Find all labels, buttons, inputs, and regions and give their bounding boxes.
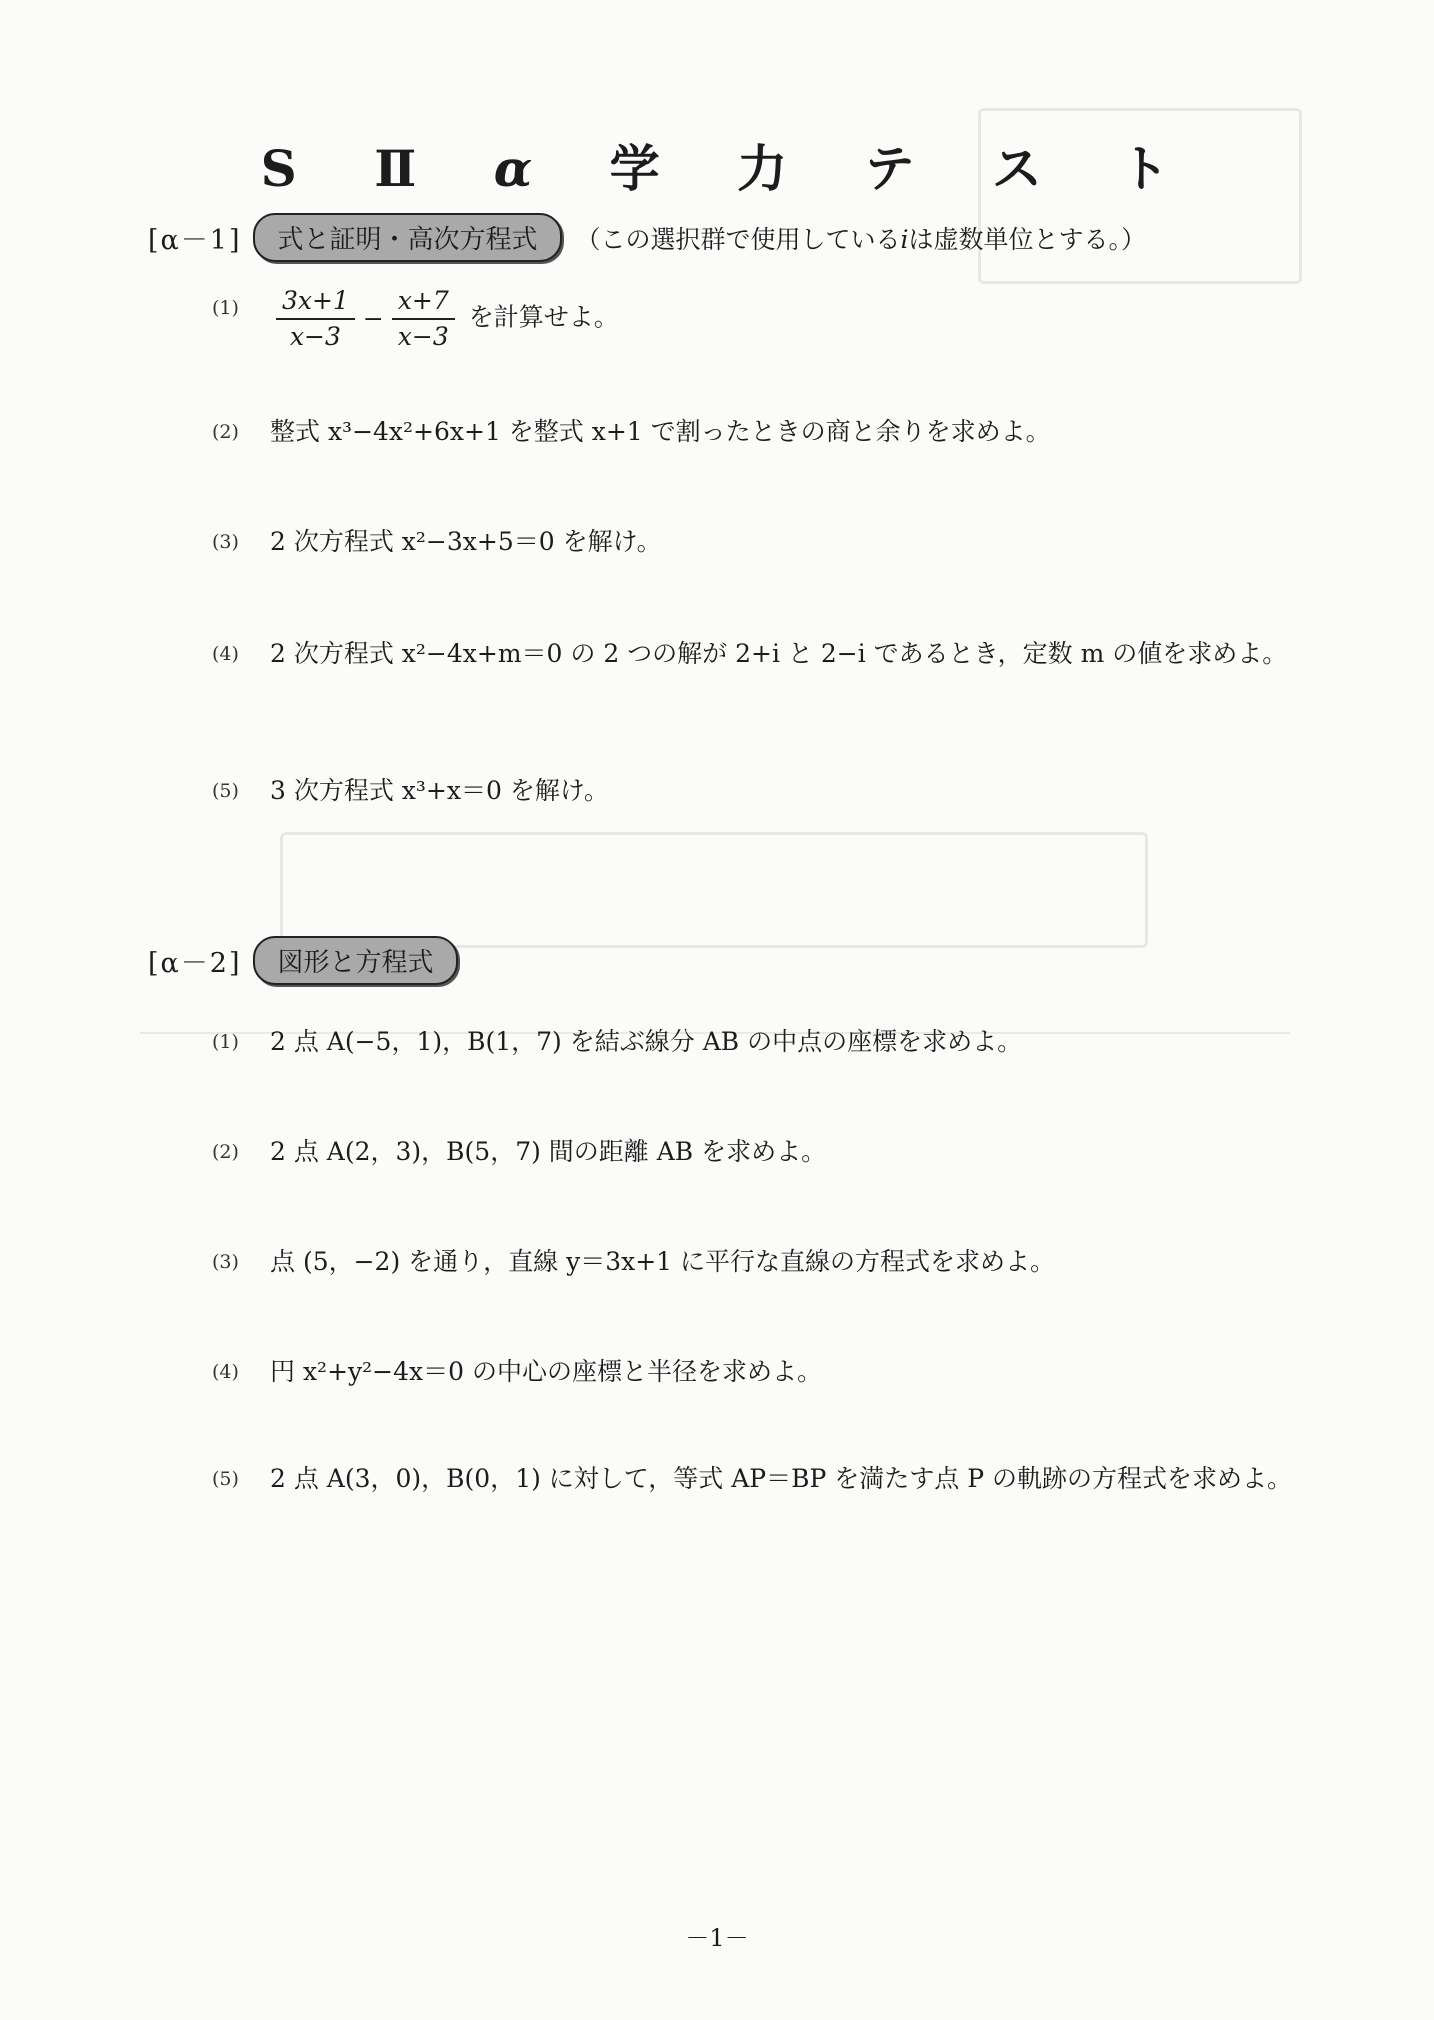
problem-number: (1) — [212, 297, 239, 319]
problem-1-2 — [212, 408, 1360, 456]
problem-text: 整式 x³−4x²+6x+1 を整式 x+1 で割ったときの商と余りを求めよ。 — [270, 417, 1051, 446]
fraction-denominator: x−3 — [289, 322, 341, 351]
note-before: （この選択群で使用している — [575, 224, 901, 254]
problem-2-2 — [212, 1128, 1360, 1176]
section-1-header — [148, 213, 1146, 262]
section-1-note — [576, 220, 1147, 256]
problem-1-1 — [212, 284, 1360, 354]
problem-text: 点 (5，−2) を通り，直線 y＝3x+1 に平行な直線の方程式を求めよ。 — [270, 1247, 1056, 1276]
test-title — [0, 129, 1434, 201]
title-alpha: α — [493, 138, 537, 198]
problem-text: 円 x²+y²−4x＝0 の中心の座標と半径を求めよ。 — [270, 1357, 822, 1386]
fraction-1 — [276, 284, 355, 354]
title-char: 力 — [737, 138, 792, 198]
section-1-label: [α－1] — [148, 225, 242, 256]
problem-2-3 — [212, 1238, 1360, 1286]
section-1-topic-badge: 式と証明・高次方程式 — [253, 213, 561, 262]
problem-text: 3 次方程式 x³+x＝0 を解け。 — [270, 776, 609, 805]
title-roman-two: Ⅱ — [374, 138, 421, 198]
problem-text — [270, 284, 1360, 354]
bleed-through-table — [280, 832, 1148, 948]
note-after: は虚数単位とする。） — [908, 224, 1147, 254]
problem-2-5 — [212, 1455, 1360, 1503]
problem-2-1 — [212, 1018, 1360, 1066]
problem-text: 2 次方程式 x²−4x+m＝0 の 2 つの解が 2+i と 2−i であるとき，定数 m の値を求めよ。 — [270, 639, 1288, 668]
problem-1-4 — [212, 630, 1360, 678]
problem-text: 2 点 A(3，0)，B(0，1) に対して，等式 AP＝BP を満たす点 P の軌跡の方程式を求めよ。 — [270, 1464, 1292, 1493]
title-char: ト — [1119, 138, 1174, 198]
problem-number: (1) — [212, 1031, 239, 1053]
note-variable: i — [900, 224, 909, 254]
title-char: ス — [991, 138, 1046, 198]
fraction-numerator: 3x+1 — [276, 284, 355, 320]
problem-number: (4) — [212, 1361, 239, 1383]
problem-number: (4) — [212, 643, 239, 665]
fraction-numerator: x+7 — [392, 284, 455, 320]
problem-2-4 — [212, 1348, 1360, 1396]
section-2-label: [α－2] — [148, 948, 242, 979]
title-char: 学 — [609, 138, 664, 198]
fraction-denominator: x−3 — [397, 322, 449, 351]
fraction-2 — [392, 284, 455, 354]
problem-number: (3) — [212, 531, 239, 553]
title-char: テ — [864, 138, 919, 198]
problem-number: (2) — [212, 1141, 239, 1163]
problem-text: 2 点 A(−5，1)，B(1，7) を結ぶ線分 AB の中点の座標を求めよ。 — [270, 1027, 1023, 1056]
problem-text: 2 次方程式 x²−3x+5＝0 を解け。 — [270, 527, 662, 556]
section-2-header — [148, 936, 458, 985]
problem-number: (5) — [212, 1468, 239, 1490]
problem-number: (5) — [212, 780, 239, 802]
minus-sign: − — [362, 304, 384, 333]
problem-1-5 — [212, 767, 1360, 815]
problem-tail: を計算せよ。 — [468, 302, 619, 332]
problem-number: (2) — [212, 421, 239, 443]
title-s: S — [260, 138, 301, 198]
section-2-topic-badge: 図形と方程式 — [253, 936, 457, 985]
page-number: －1－ — [685, 1924, 749, 1952]
problem-number: (3) — [212, 1251, 239, 1273]
problem-1-3 — [212, 518, 1360, 566]
problem-text: 2 点 A(2，3)，B(5，7) 間の距離 AB を求めよ。 — [270, 1137, 827, 1166]
